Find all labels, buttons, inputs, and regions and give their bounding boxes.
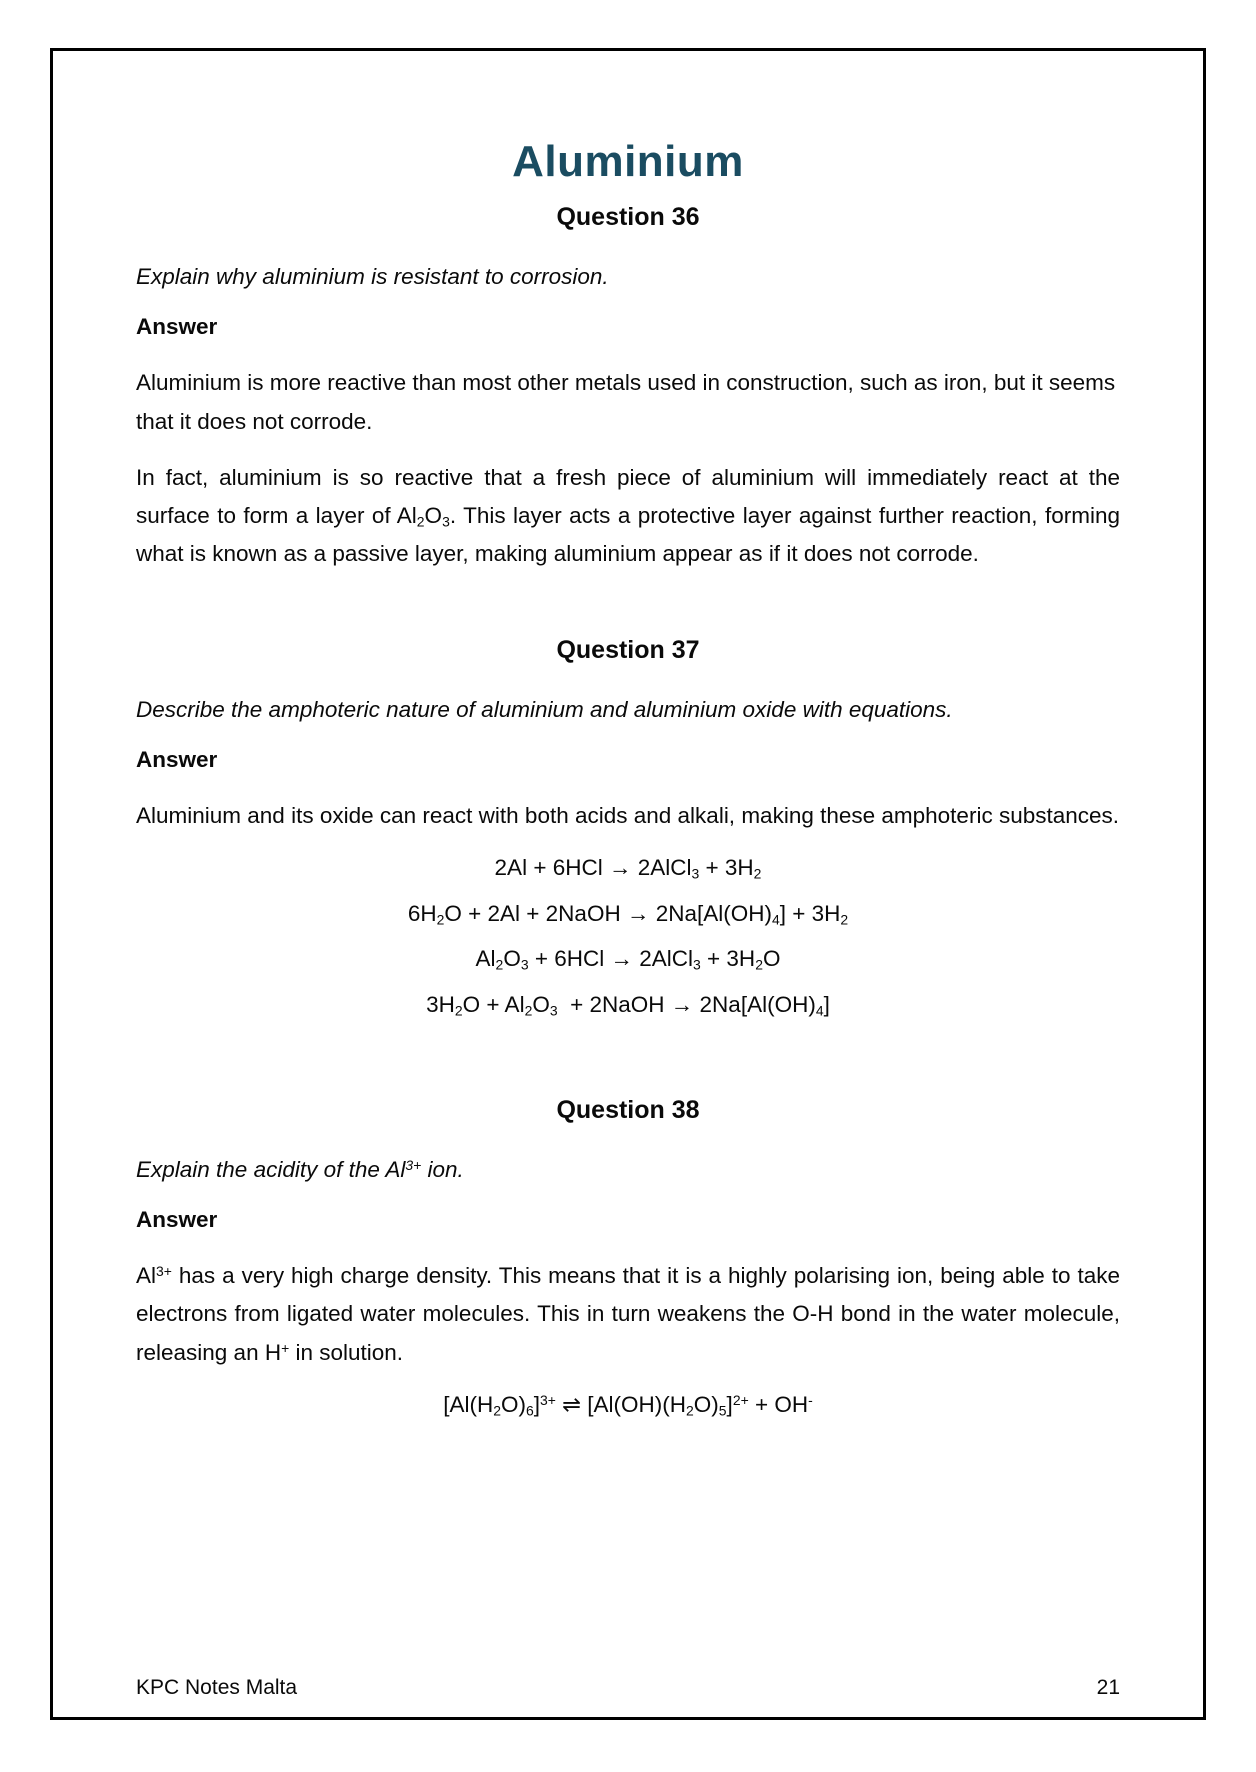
question-37-text: Describe the amphoteric nature of aluminium and aluminium oxide with equations. bbox=[136, 696, 953, 722]
question-36-paragraph-1: Aluminium is more reactive than most other metals used in construction, such as iron, but it seems that it does not corrode. bbox=[136, 370, 1116, 434]
question-38-section bbox=[136, 1096, 1120, 1420]
question-38-text: Explain the acidity of the $Al^{3+}$ ion. bbox=[136, 1156, 464, 1182]
question-38-answer-label: Answer bbox=[136, 1207, 218, 1233]
footer-brand: KPC Notes Malta bbox=[136, 1676, 298, 1699]
question-36-heading: Question 36 bbox=[556, 203, 700, 231]
page-title: Aluminium bbox=[512, 137, 744, 186]
page-footer bbox=[136, 1676, 1120, 1700]
question-36-section bbox=[136, 203, 1120, 574]
question-36-text: Explain why aluminium is resistant to corrosion. bbox=[136, 264, 609, 289]
question-36-answer-label: Answer bbox=[136, 314, 218, 340]
chemical-equation-al2o3-hcl: $Al_2O_3 + 6HCl$ → 2AlCl$_3$ + $3H_2O$ bbox=[475, 946, 781, 973]
page-number: 21 bbox=[1096, 1676, 1120, 1699]
question-37-paragraph-1: Aluminium and its oxide can react with both acids and alkali, making these amphoteric substances. bbox=[136, 803, 1120, 828]
chemical-equation-al-hcl: 2Al + 6HCl → 2AlCl$_3$ + $3H_2$ bbox=[494, 855, 762, 882]
question-37-heading: Question 37 bbox=[556, 635, 700, 664]
question-38-heading: Question 38 bbox=[556, 1095, 700, 1124]
question-37-section bbox=[136, 636, 1120, 1020]
chemical-equation-al2o3-naoh: $3H_2O + Al_2O_3$ + 2NaOH → $2Na[Al(OH)_4]$ bbox=[426, 992, 830, 1019]
question-36-paragraph-2: In fact, aluminium is so reactive that a fresh piece of aluminium will immediately react at the surface to form a layer of $Al_2O_3$. This layer acts a protective layer against further reaction, forming what is known as a passive layer, making aluminium appear as if it does not corrode. bbox=[136, 464, 1120, 567]
chemical-equation-al-naoh: $6H_2O + 2Al$ + 2NaOH → $2Na[Al(OH)_4] + 3H_2$ bbox=[407, 900, 849, 928]
page-border-frame bbox=[50, 48, 1206, 1720]
question-37-answer-label: Answer bbox=[136, 747, 218, 772]
chemical-equation-hydrolysis: $[Al(H_2O)_6]^{3+}$ ⇌ $[Al(OH)(H_2O)_5]^{2+} + OH^-$ bbox=[443, 1391, 813, 1419]
question-38-paragraph-1: $Al^{3+}$ has a very high charge density. This means that it is a highly polarising ion, being able to take electrons from ligated water molecules. This in turn weakens the O-H bond in the water molecule, releasing an H+ in solution. bbox=[136, 1263, 1120, 1365]
